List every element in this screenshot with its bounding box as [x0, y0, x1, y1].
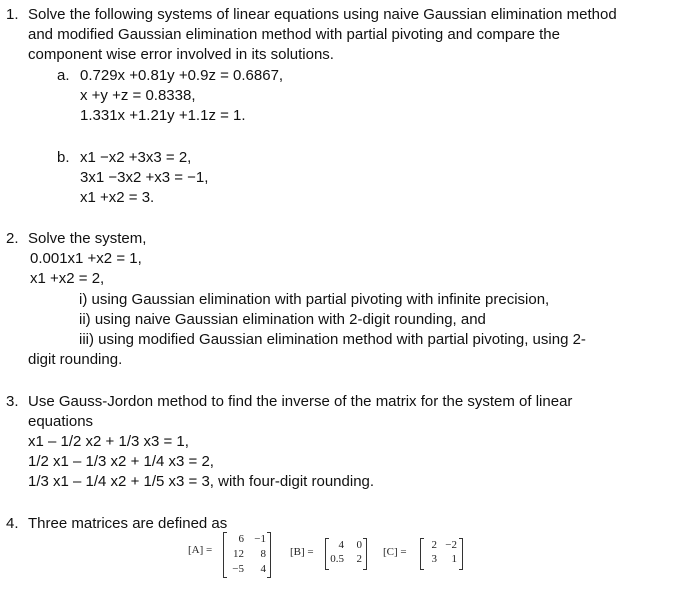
q3-eq-2: 1/2 x1 – 1/3 x2 + 1/4 x3 = 2, [28, 453, 214, 470]
matrix-b-cell: 2 [356, 553, 362, 565]
q3-text-line-2: equations [28, 413, 94, 430]
q1-text-line-3: component wise error involved in its solutions. [28, 46, 334, 63]
matrix-c-cell: 1 [451, 553, 457, 565]
q3-eq-1: x1 – 1/2 x2 + 1/3 x3 = 1, [28, 433, 189, 450]
matrix-a-right-bracket [267, 532, 271, 578]
q3-text-line-1: Use Gauss-Jordon method to find the inverse of the matrix for the system of linear [28, 393, 573, 410]
q4-intro: Three matrices are defined as [28, 515, 228, 532]
q1b-eq-3: x1 +x2 = 3. [80, 189, 155, 206]
q1a-eq-3: 1.331x +1.21y +1.1z = 1. [80, 107, 246, 124]
matrix-c-cell: 2 [431, 539, 437, 551]
matrix-a-cell: 4 [260, 563, 266, 575]
matrix-b-cell: 0.5 [330, 553, 344, 565]
q2-part-i: i) using Gaussian elimination with partial pivoting with infinite precision, [79, 291, 550, 308]
q1a-label: a. [57, 67, 70, 84]
q2-eq-2: x1 +x2 = 2, [30, 270, 105, 287]
matrix-b-cell: 0 [356, 539, 362, 551]
matrix-c-cell: 3 [431, 553, 437, 565]
q1b-label: b. [57, 149, 70, 166]
matrix-b-right-bracket [363, 538, 367, 570]
q2-part-ii: ii) using naive Gaussian elimination with 2-digit rounding, and [79, 311, 486, 328]
q1a-eq-2: x +y +z = 0.8338, [80, 87, 196, 104]
matrix-a-cell: −1 [254, 533, 266, 545]
q4-number: 4. [6, 515, 19, 532]
matrix-a-cell: 8 [260, 548, 266, 560]
matrix-b-label: [B] = [290, 546, 314, 558]
matrix-a-label: [A] = [188, 544, 213, 556]
matrix-a-cell: 12 [233, 548, 244, 560]
q1b-eq-1: x1 −x2 +3x3 = 2, [80, 149, 192, 166]
matrix-a-cell: −5 [232, 563, 244, 575]
q3-eq-3: 1/3 x1 – 1/4 x2 + 1/5 x3 = 3, with four-digit rounding. [28, 473, 375, 490]
q1-text-line-1: Solve the following systems of linear equations using naive Gaussian elimination method [28, 6, 617, 23]
matrix-a-cell: 6 [238, 533, 244, 545]
q1-number: 1. [6, 6, 19, 23]
q1-text-line-2: and modified Gaussian elimination method with partial pivoting and compare the [28, 26, 560, 43]
matrix-c-right-bracket [459, 538, 463, 570]
matrix-b-cell: 4 [338, 539, 344, 551]
q1a-eq-1: 0.729x +0.81y +0.9z = 0.6867, [80, 67, 284, 84]
q2-part-iii: iii) using modified Gaussian elimination method with partial pivoting, using 2- [79, 331, 586, 348]
matrix-c-cell: −2 [445, 539, 457, 551]
q2-intro: Solve the system, [28, 230, 147, 247]
q3-number: 3. [6, 393, 19, 410]
matrix-c-label: [C] = [383, 546, 407, 558]
q2-tail: digit rounding. [28, 351, 123, 368]
q2-number: 2. [6, 230, 19, 247]
q1b-eq-2: 3x1 −3x2 +x3 = −1, [80, 169, 209, 186]
q2-eq-1: 0.001x1 +x2 = 1, [30, 250, 142, 267]
